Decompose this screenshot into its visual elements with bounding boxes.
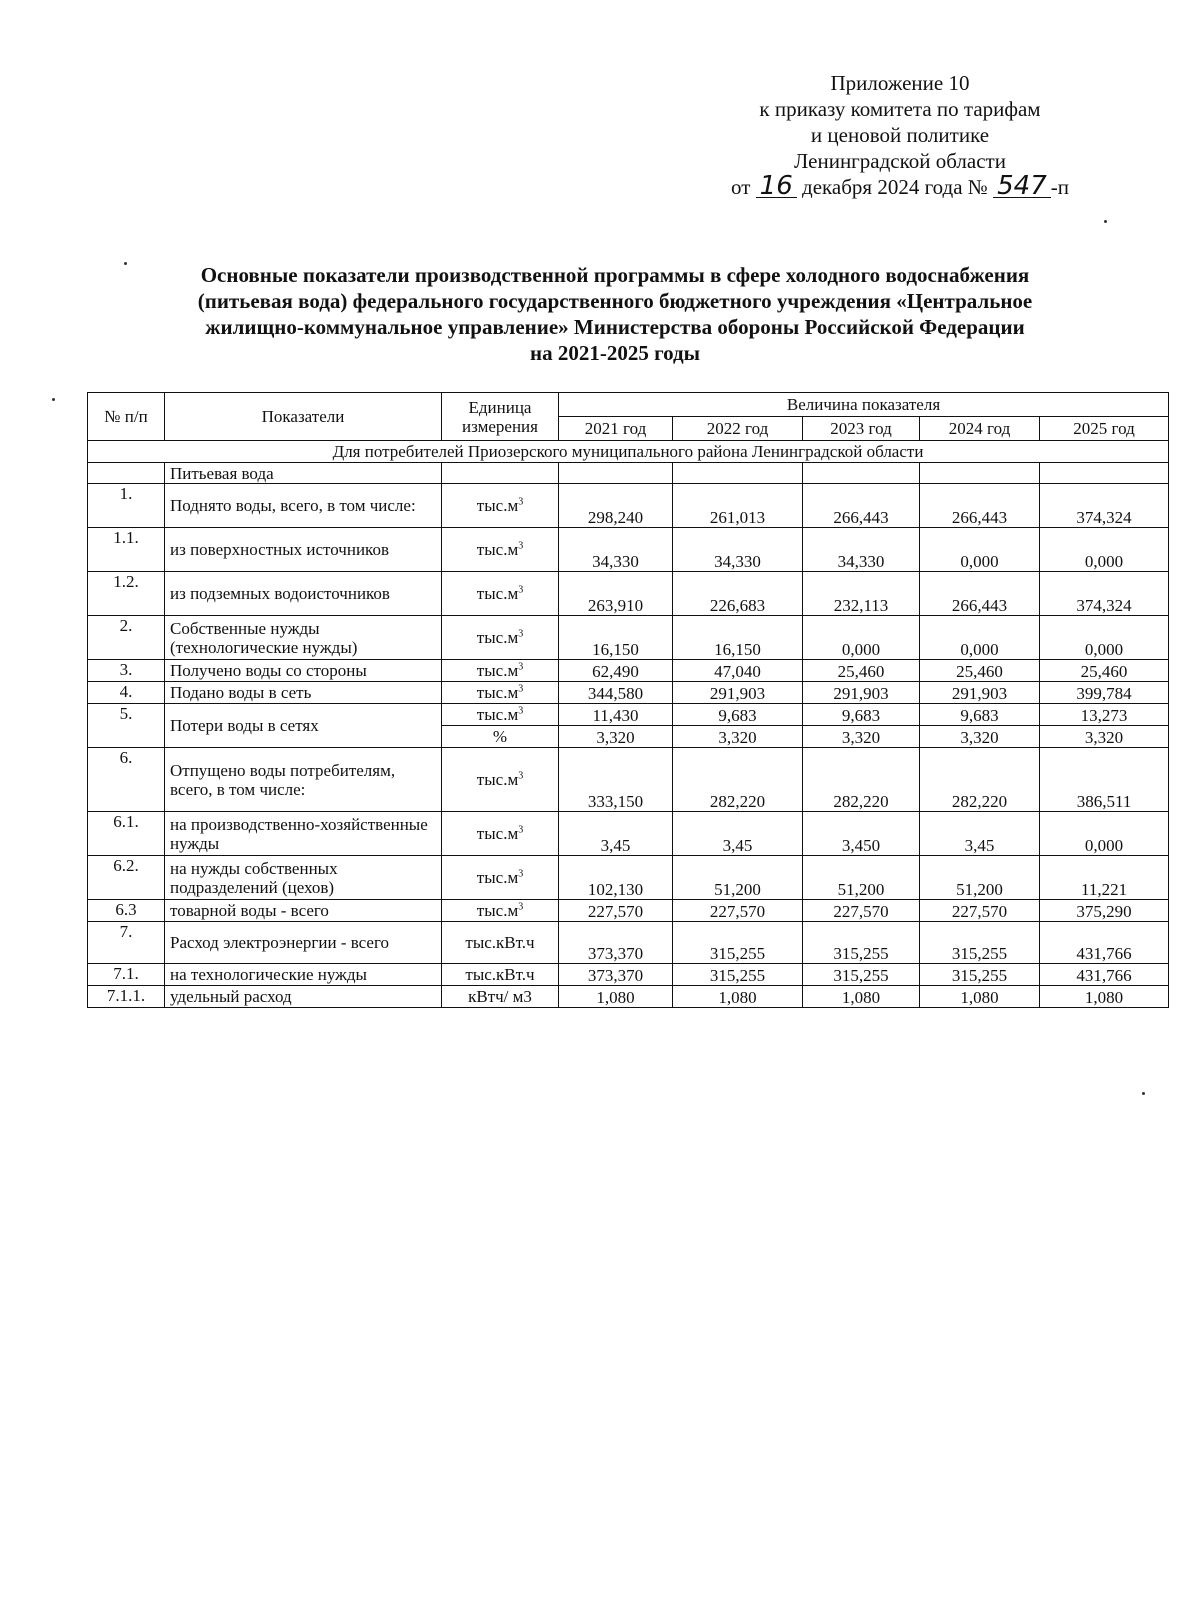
indicator-name: Расход электроэнергии - всего bbox=[165, 922, 442, 964]
indicator-name: из подземных водоисточников bbox=[165, 572, 442, 616]
unit-cell: тыс.кВт.ч bbox=[442, 964, 559, 986]
value-cell: 3,320 bbox=[1040, 726, 1169, 748]
value-cell: 0,000 bbox=[1040, 616, 1169, 660]
row-number: 3. bbox=[88, 660, 165, 682]
unit-cell: $тыс.м^3$ bbox=[442, 704, 559, 726]
value-cell: 375,290 bbox=[1040, 900, 1169, 922]
value-cell: 315,255 bbox=[673, 964, 803, 986]
row-number: 6.2. bbox=[88, 856, 165, 900]
value-cell: 386,511 bbox=[1040, 748, 1169, 812]
indicator-name: товарной воды - всего bbox=[165, 900, 442, 922]
value-cell: 374,324 bbox=[1040, 572, 1169, 616]
appendix-region: Ленинградской области bbox=[794, 149, 1006, 173]
value-cell: 291,903 bbox=[803, 682, 920, 704]
row-number: 5. bbox=[88, 704, 165, 748]
value-cell: 9,683 bbox=[920, 704, 1040, 726]
indicator-name: Собственные нужды (технологические нужды) bbox=[165, 616, 442, 660]
indicator-name: удельный расход bbox=[165, 986, 442, 1008]
scan-speck bbox=[124, 262, 127, 265]
value-cell: 333,150 bbox=[559, 748, 673, 812]
value-cell: 266,443 bbox=[920, 484, 1040, 528]
value-cell: 291,903 bbox=[920, 682, 1040, 704]
value-cell: 51,200 bbox=[673, 856, 803, 900]
table-row bbox=[88, 900, 1169, 922]
indicator-name: Подано воды в сеть bbox=[165, 682, 442, 704]
indicator-name: на производственно-хозяйственные нужды bbox=[165, 812, 442, 856]
unit-cell: % bbox=[442, 726, 559, 748]
value-cell: 315,255 bbox=[803, 964, 920, 986]
unit-cell: $тыс.м^3$ bbox=[442, 856, 559, 900]
table-row bbox=[88, 484, 1169, 528]
value-cell: 298,240 bbox=[559, 484, 673, 528]
value-cell: 399,784 bbox=[1040, 682, 1169, 704]
value-cell: 51,200 bbox=[920, 856, 1040, 900]
table-row bbox=[88, 748, 1169, 812]
value-cell: 3,320 bbox=[559, 726, 673, 748]
subsection-row bbox=[88, 463, 1169, 484]
value-cell: 16,150 bbox=[559, 616, 673, 660]
row-number: 1. bbox=[88, 484, 165, 528]
unit-cell: $тыс.м^3$ bbox=[442, 616, 559, 660]
value-cell: 3,45 bbox=[920, 812, 1040, 856]
handwritten-order-number: 547 bbox=[993, 175, 1051, 198]
unit-cell: кВтч/ м3 bbox=[442, 986, 559, 1008]
indicator-name: на технологические нужды bbox=[165, 964, 442, 986]
value-cell: 266,443 bbox=[803, 484, 920, 528]
header-year: 2025 год bbox=[1040, 417, 1169, 441]
table-row bbox=[88, 922, 1169, 964]
value-cell: 3,320 bbox=[673, 726, 803, 748]
value-cell: 3,320 bbox=[803, 726, 920, 748]
unit-cell: $тыс.м^3$ bbox=[442, 812, 559, 856]
value-cell: 11,221 bbox=[1040, 856, 1169, 900]
value-cell: 34,330 bbox=[803, 528, 920, 572]
table-row bbox=[88, 812, 1169, 856]
scan-speck bbox=[1142, 1092, 1145, 1095]
value-cell: 315,255 bbox=[673, 922, 803, 964]
unit-cell: $тыс.м^3$ bbox=[442, 572, 559, 616]
value-cell: 227,570 bbox=[673, 900, 803, 922]
value-cell: 34,330 bbox=[673, 528, 803, 572]
value-cell: 344,580 bbox=[559, 682, 673, 704]
indicator-name: Отпущено воды потребителям, всего, в том числе: bbox=[165, 748, 442, 812]
row-number: 7.1.1. bbox=[88, 986, 165, 1008]
scan-speck bbox=[1104, 220, 1107, 223]
table-row bbox=[88, 986, 1169, 1008]
value-cell: 0,000 bbox=[1040, 528, 1169, 572]
value-cell: 34,330 bbox=[559, 528, 673, 572]
table-row bbox=[88, 856, 1169, 900]
value-cell: 227,570 bbox=[803, 900, 920, 922]
value-cell: 1,080 bbox=[920, 986, 1040, 1008]
value-cell: 51,200 bbox=[803, 856, 920, 900]
value-cell: 315,255 bbox=[920, 922, 1040, 964]
value-cell: 25,460 bbox=[920, 660, 1040, 682]
value-cell: 0,000 bbox=[920, 616, 1040, 660]
row-number: 6. bbox=[88, 748, 165, 812]
value-cell: 226,683 bbox=[673, 572, 803, 616]
row-number: 6.3 bbox=[88, 900, 165, 922]
table-row bbox=[88, 660, 1169, 682]
value-cell: 3,450 bbox=[803, 812, 920, 856]
value-cell: 0,000 bbox=[920, 528, 1040, 572]
appendix-order-date: от 16 декабря 2024 года № 547 -п bbox=[731, 171, 1069, 201]
table-row bbox=[88, 616, 1169, 660]
appendix-order-ref: к приказу комитета по тарифам bbox=[759, 97, 1041, 121]
indicators-table bbox=[87, 392, 1169, 1008]
value-cell: 11,430 bbox=[559, 704, 673, 726]
value-cell: 282,220 bbox=[673, 748, 803, 812]
table-row bbox=[88, 572, 1169, 616]
value-cell: 374,324 bbox=[1040, 484, 1169, 528]
value-cell: 25,460 bbox=[803, 660, 920, 682]
row-number: 1.2. bbox=[88, 572, 165, 616]
value-cell: 13,273 bbox=[1040, 704, 1169, 726]
table-row bbox=[88, 704, 1169, 726]
table-row bbox=[88, 964, 1169, 986]
row-number: 7.1. bbox=[88, 964, 165, 986]
subsection-label: Питьевая вода bbox=[165, 463, 442, 484]
value-cell: 1,080 bbox=[673, 986, 803, 1008]
table-row bbox=[88, 682, 1169, 704]
unit-cell: $тыс.м^3$ bbox=[442, 484, 559, 528]
value-cell: 9,683 bbox=[673, 704, 803, 726]
unit-cell: $тыс.м^3$ bbox=[442, 528, 559, 572]
value-cell: 282,220 bbox=[920, 748, 1040, 812]
value-cell: 1,080 bbox=[559, 986, 673, 1008]
value-cell: 47,040 bbox=[673, 660, 803, 682]
value-cell: 0,000 bbox=[803, 616, 920, 660]
header-num: № п/п bbox=[88, 393, 165, 441]
scan-speck bbox=[52, 398, 55, 401]
appendix-committee: и ценовой политике bbox=[810, 123, 990, 147]
header-year: 2024 год bbox=[920, 417, 1040, 441]
value-cell: 62,490 bbox=[559, 660, 673, 682]
indicator-name: Потери воды в сетях bbox=[165, 704, 442, 748]
header-unit: Единица измерения bbox=[442, 393, 559, 441]
appendix-number: Приложение 10 bbox=[830, 71, 970, 95]
row-number: 2. bbox=[88, 616, 165, 660]
value-cell: 282,220 bbox=[803, 748, 920, 812]
document-title: Основные показатели производственной программы в сфере холодного водоснабжения (питьевая вода) федерального государственного бюджетного учреждения «Центральное жилищно-коммунальное управление» Министерства обороны Российской Федерации на 2021-2025 годы bbox=[197, 263, 1033, 365]
unit-cell: $тыс.м^3$ bbox=[442, 660, 559, 682]
header-year: 2023 год bbox=[803, 417, 920, 441]
unit-cell: $тыс.м^3$ bbox=[442, 900, 559, 922]
value-cell: 0,000 bbox=[1040, 812, 1169, 856]
handwritten-day: 16 bbox=[756, 175, 797, 198]
unit-cell: $тыс.м^3$ bbox=[442, 748, 559, 812]
value-cell: 232,113 bbox=[803, 572, 920, 616]
value-cell: 291,903 bbox=[673, 682, 803, 704]
value-cell: 3,45 bbox=[673, 812, 803, 856]
table-row bbox=[88, 528, 1169, 572]
appendix-header bbox=[700, 70, 1100, 200]
indicator-name: из поверхностных источников bbox=[165, 528, 442, 572]
indicator-name: Получено воды со стороны bbox=[165, 660, 442, 682]
value-cell: 9,683 bbox=[803, 704, 920, 726]
value-cell: 102,130 bbox=[559, 856, 673, 900]
value-cell: 16,150 bbox=[673, 616, 803, 660]
value-cell: 315,255 bbox=[920, 964, 1040, 986]
value-cell: 3,45 bbox=[559, 812, 673, 856]
value-cell: 373,370 bbox=[559, 922, 673, 964]
value-cell: 315,255 bbox=[803, 922, 920, 964]
unit-cell: $тыс.м^3$ bbox=[442, 682, 559, 704]
header-year: 2021 год bbox=[559, 417, 673, 441]
value-cell: 261,013 bbox=[673, 484, 803, 528]
indicator-name: на нужды собственных подразделений (цехов) bbox=[165, 856, 442, 900]
indicator-name: Поднято воды, всего, в том числе: bbox=[165, 484, 442, 528]
value-cell: 431,766 bbox=[1040, 922, 1169, 964]
value-cell: 266,443 bbox=[920, 572, 1040, 616]
value-cell: 431,766 bbox=[1040, 964, 1169, 986]
row-number: 7. bbox=[88, 922, 165, 964]
row-number: 6.1. bbox=[88, 812, 165, 856]
unit-cell: тыс.кВт.ч bbox=[442, 922, 559, 964]
value-cell: 373,370 bbox=[559, 964, 673, 986]
value-cell: 263,910 bbox=[559, 572, 673, 616]
row-number: 1.1. bbox=[88, 528, 165, 572]
value-cell: 227,570 bbox=[920, 900, 1040, 922]
header-year: 2022 год bbox=[673, 417, 803, 441]
header-value-group: Величина показателя bbox=[559, 393, 1169, 417]
value-cell: 1,080 bbox=[803, 986, 920, 1008]
row-number: 4. bbox=[88, 682, 165, 704]
section-row: Для потребителей Приозерского муниципального района Ленинградской области bbox=[88, 441, 1169, 463]
header-indicator: Показатели bbox=[165, 393, 442, 441]
value-cell: 3,320 bbox=[920, 726, 1040, 748]
value-cell: 25,460 bbox=[1040, 660, 1169, 682]
value-cell: 1,080 bbox=[1040, 986, 1169, 1008]
value-cell: 227,570 bbox=[559, 900, 673, 922]
